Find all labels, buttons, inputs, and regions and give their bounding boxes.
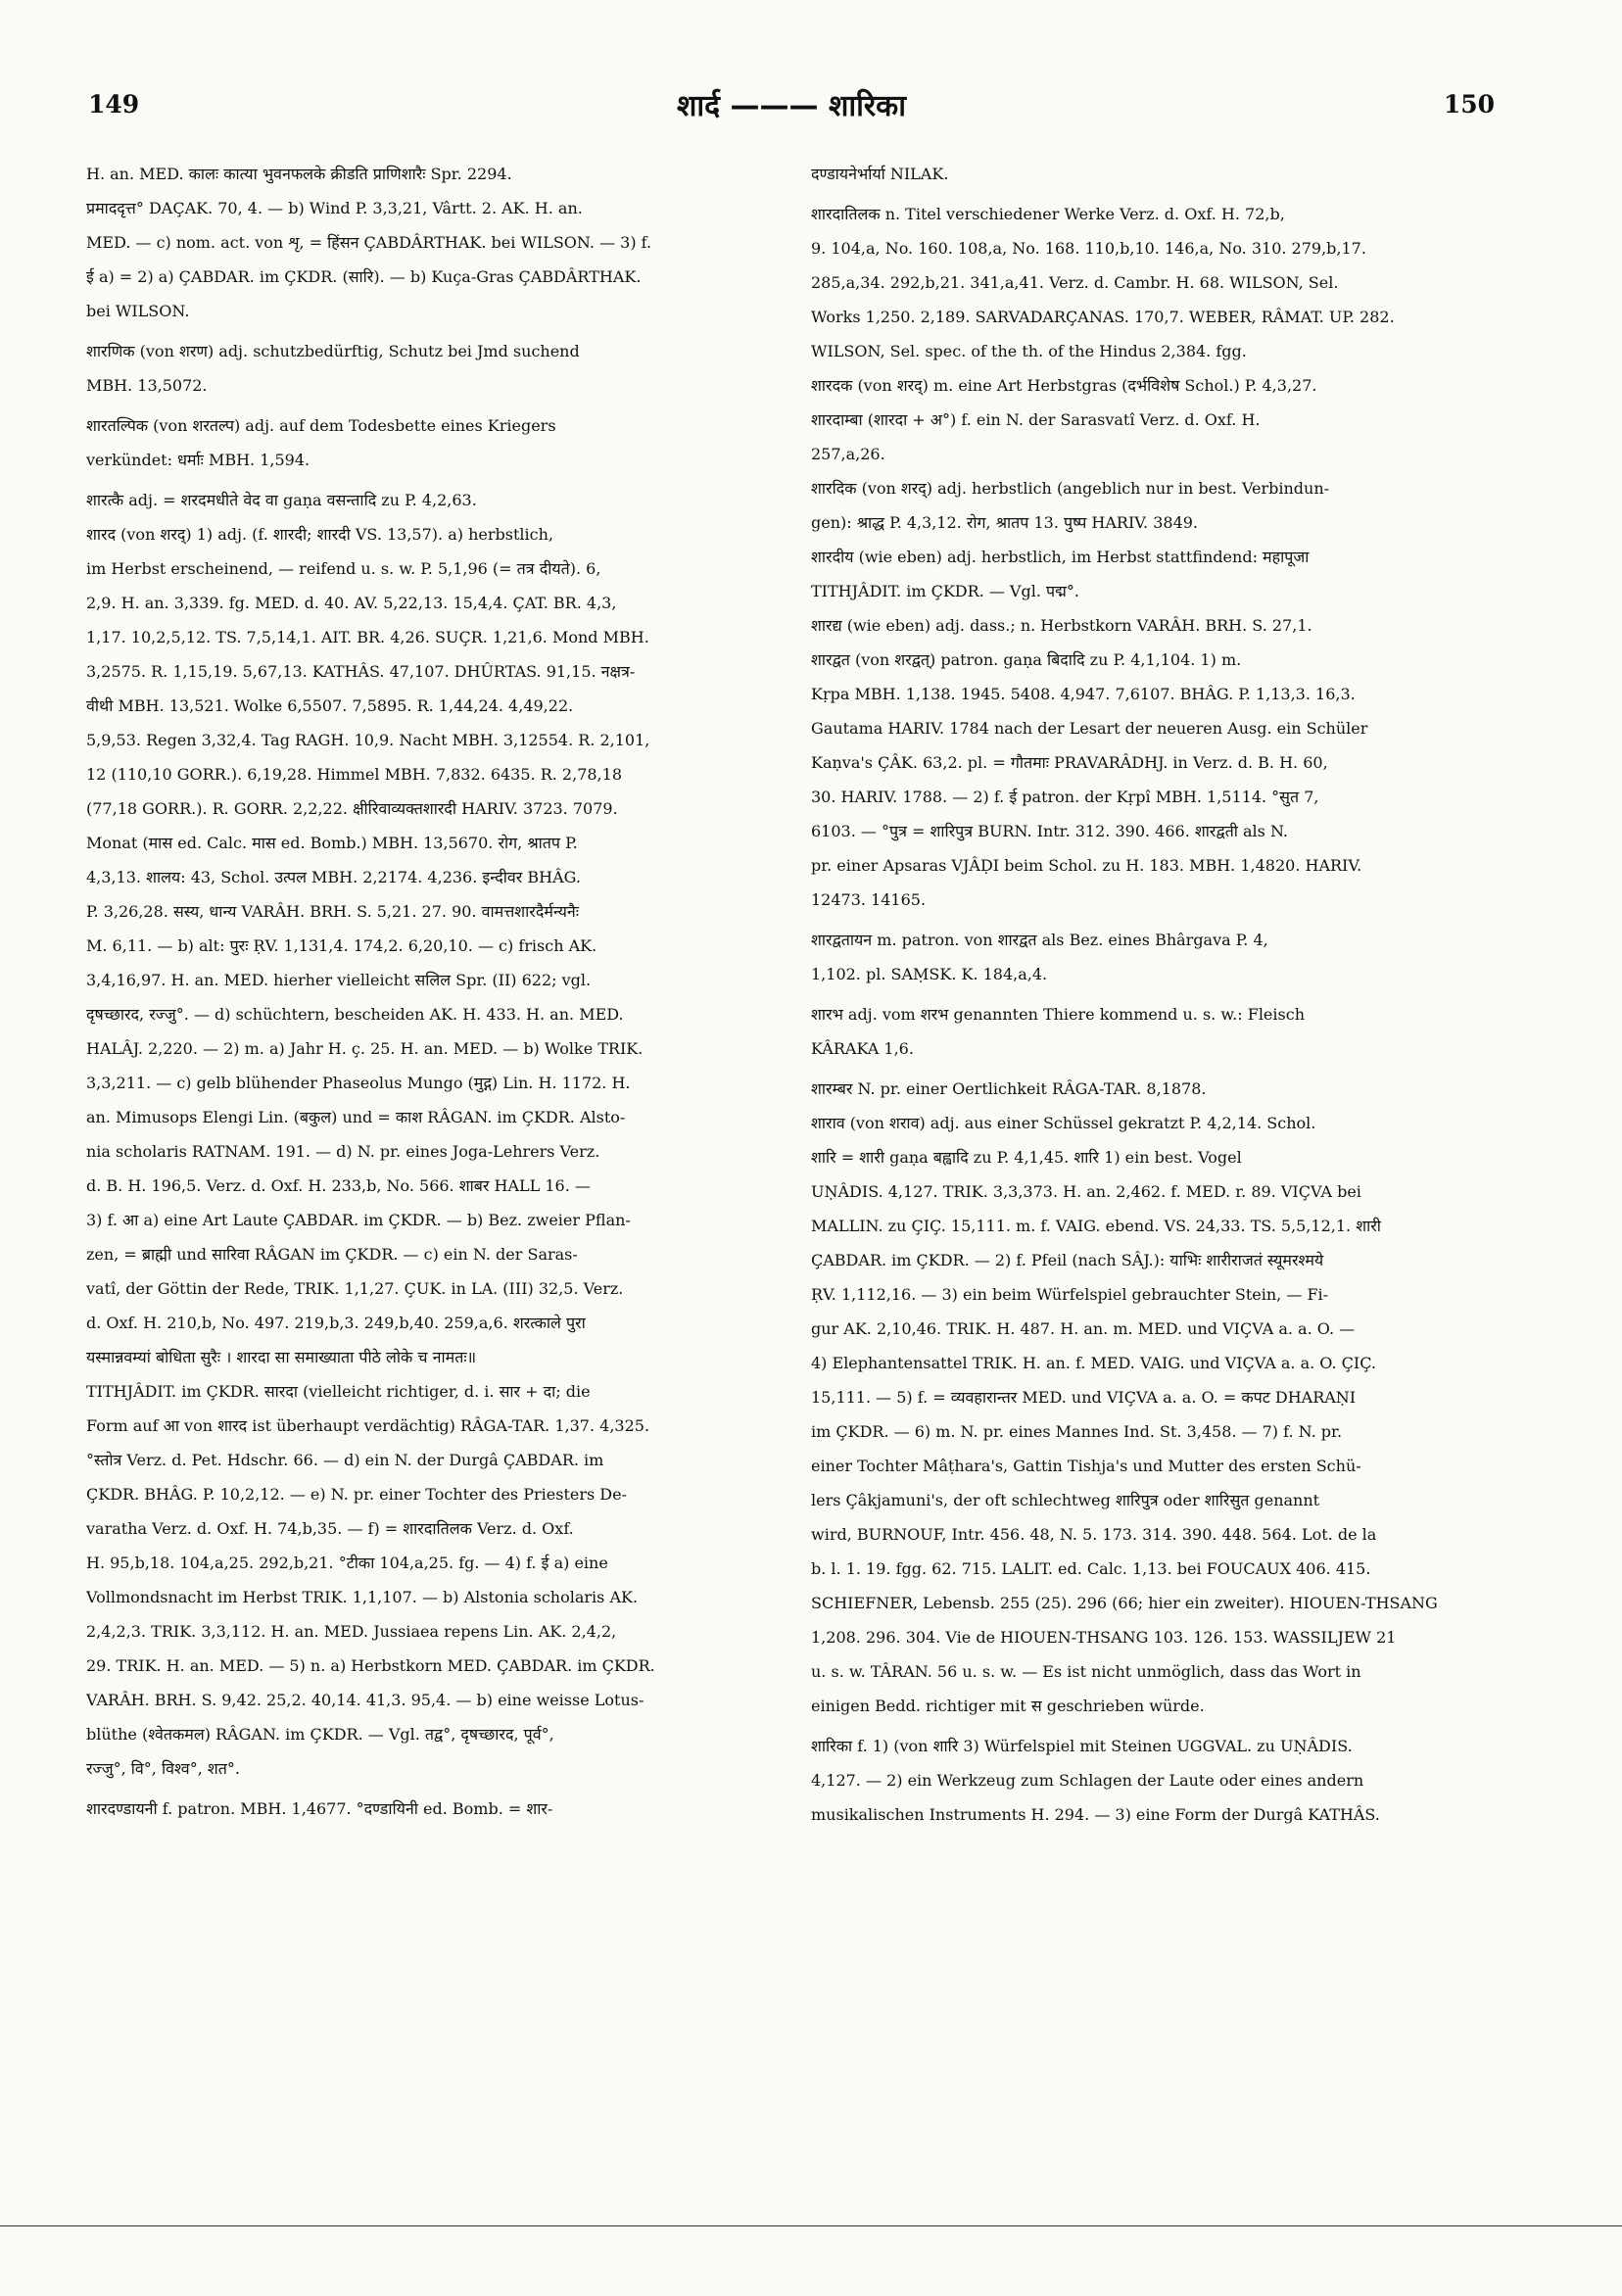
text-line: दृषच्छारद, रज्जु°. — d) schüchtern, bescheiden AK. H. 433. H. an. MED. bbox=[86, 1005, 624, 1024]
text-line: शारदीय (wie eben) adj. herbstlich, im Herbst stattfindend: महापूजा bbox=[811, 548, 1310, 566]
text-line: शारदातिलक n. Titel verschiedener Werke Verz. d. Oxf. H. 72,b, bbox=[811, 205, 1285, 223]
text-line: im Herbst erscheinend, — reifend u. s. w. P. 5,1,96 (= तत्र दीयते). 6, bbox=[86, 559, 601, 578]
text-line: Kṛpa MBH. 1,138. 1945. 5408. 4,947. 7,6107. BHÂG. P. 1,13,3. 16,3. bbox=[811, 685, 1356, 703]
text-line: शारदण्डायनी f. patron. MBH. 1,4677. °दण्डायिनी ed. Bomb. = शार- bbox=[86, 1799, 553, 1818]
text-line: musikalischen Instruments H. 294. — 3) eine Form der Durgâ KATHÂS. bbox=[811, 1805, 1380, 1824]
text-line: Works 1,250. 2,189. SARVADARÇANAS. 170,7. WEBER, RÂMAT. UP. 282. bbox=[811, 308, 1395, 326]
text-line: शाराव (von शराव) adj. aus einer Schüssel gekratzt P. 4,2,14. Schol. bbox=[811, 1114, 1316, 1132]
text-line: (77,18 GORR.). R. GORR. 2,2,22. क्षीरिवाव्यक्तशारदी HARIV. 3723. 7079. bbox=[86, 799, 618, 818]
text-line: u. s. w. TÂRAN. 56 u. s. w. — Es ist nicht unmöglich, dass das Wort in bbox=[811, 1662, 1361, 1681]
text-line: vatî, der Göttin der Rede, TRIK. 1,1,27. ÇUK. in LA. (III) 32,5. Verz. bbox=[86, 1279, 624, 1298]
text-line: ई a) = 2) a) ÇABDAR. im ÇKDR. (सारि). — b) Kuça-Gras ÇABDÂRTHAK. bbox=[86, 267, 642, 286]
text-line: दण्डायनेर्भार्या NILAK. bbox=[811, 165, 949, 183]
text-line: शारभ adj. vom शरभ genannten Thiere kommend u. s. w.: Fleisch bbox=[811, 1005, 1305, 1024]
text-line: Gautama HARIV. 1784 nach der Lesart der neueren Ausg. ein Schüler bbox=[811, 719, 1368, 738]
text-line: 285,a,34. 292,b,21. 341,a,41. Verz. d. Cambr. H. 68. WILSON, Sel. bbox=[811, 273, 1339, 292]
text-line: d. B. H. 196,5. Verz. d. Oxf. H. 233,b, No. 566. शाबर HALL 16. — bbox=[86, 1176, 591, 1195]
text-line: MED. — c) nom. act. von शृ, = हिंसन ÇABDÂRTHAK. bei WILSON. — 3) f. bbox=[86, 233, 652, 252]
text-line: शारदाम्बा (शारदा + अ°) f. ein N. der Sarasvatî Verz. d. Oxf. H. bbox=[811, 410, 1261, 429]
text-line: शारद्वतायन m. patron. von शारद्वत als Bez. eines Bhârgava P. 4, bbox=[811, 931, 1268, 949]
page-number-left: 149 bbox=[88, 90, 140, 119]
text-line: 6103. — °पुत्र = शारिपुत्र BURN. Intr. 312. 390. 466. शारद्वती als N. bbox=[811, 822, 1289, 840]
text-line: शारत्कै adj. = शरदमधीते वेद वा gaṇa वसन्तादि zu P. 4,2,63. bbox=[86, 491, 477, 509]
text-line: WILSON, Sel. spec. of the th. of the Hindus 2,384. fgg. bbox=[811, 342, 1247, 360]
text-line: शारतल्पिक (von शरतल्प) adj. auf dem Todesbette eines Kriegers bbox=[86, 416, 556, 435]
text-line: Vollmondsnacht im Herbst TRIK. 1,1,107. — b) Alstonia scholaris AK. bbox=[86, 1588, 639, 1606]
page-header bbox=[88, 90, 1495, 129]
text-line: 257,a,26. bbox=[811, 445, 885, 463]
footer-rule bbox=[0, 2225, 1622, 2226]
text-line: im ÇKDR. — 6) m. N. pr. eines Mannes Ind. St. 3,458. — 7) f. N. pr. bbox=[811, 1422, 1343, 1441]
text-line: lers Çâkjamuni's, der oft schlechtweg शारिपुत्र oder शारिसुत genannt bbox=[811, 1491, 1320, 1509]
text-line: MALLIN. zu ÇIÇ. 15,111. m. f. VAIG. ebend. VS. 24,33. TS. 5,5,12,1. शारी bbox=[811, 1217, 1381, 1235]
text-line: H. an. MED. कालः कात्या भुवनफलके क्रीडति प्राणिशारैः Spr. 2294. bbox=[86, 165, 512, 183]
text-line: P. 3,26,28. सस्य, धान्य VARÂH. BRH. S. 5,21. 27. 90. वामत्तशारदैर्मन्यनैः bbox=[86, 902, 580, 921]
running-title: शार्द ——— शारिका bbox=[676, 89, 906, 123]
text-line: Form auf आ von शारद ist überhaupt verdächtig) RÂGA-TAR. 1,37. 4,325. bbox=[86, 1416, 650, 1435]
text-line: 2,9. H. an. 3,339. fg. MED. d. 40. AV. 5,22,13. 15,4,4. ÇAT. BR. 4,3, bbox=[86, 594, 617, 612]
text-line: VARÂH. BRH. S. 9,42. 25,2. 40,14. 41,3. 95,4. — b) eine weisse Lotus- bbox=[86, 1691, 644, 1709]
text-line: einigen Bedd. richtiger mit स geschrieben würde. bbox=[811, 1697, 1205, 1715]
text-line: MBH. 13,5072. bbox=[86, 376, 208, 395]
text-line: 3,2575. R. 1,15,19. 5,67,13. KATHÂS. 47,107. DHÛRTAS. 91,15. नक्षत्र- bbox=[86, 662, 636, 681]
text-line: d. Oxf. H. 210,b, No. 497. 219,b,3. 249,b,40. 259,a,6. शरत्काले पुरा bbox=[86, 1314, 586, 1332]
text-line: 5,9,53. Regen 3,32,4. Tag RAGH. 10,9. Nacht MBH. 3,12554. R. 2,101, bbox=[86, 731, 650, 749]
text-line: प्रमाददृत्त° DAÇAK. 70, 4. — b) Wind P. 3,3,21, Vârtt. 2. AK. H. an. bbox=[86, 199, 583, 217]
text-line: bei WILSON. bbox=[86, 302, 190, 320]
text-line: 30. HARIV. 1788. — 2) f. ई patron. der Kṛpî MBH. 1,5114. °सुत 7, bbox=[811, 788, 1319, 806]
text-line: 29. TRIK. H. an. MED. — 5) n. a) Herbstkorn MED. ÇABDAR. im ÇKDR. bbox=[86, 1656, 655, 1675]
text-line: 4,3,13. शालय: 43, Schol. उत्पल MBH. 2,2174. 4,236. इन्दीवर BHÂG. bbox=[86, 868, 581, 886]
text-line: शारि = शारी gaṇa बह्वादि zu P. 4,1,45. शारि 1) ein best. Vogel bbox=[811, 1148, 1242, 1167]
text-line: varatha Verz. d. Oxf. H. 74,b,35. — f) = शारदातिलक Verz. d. Oxf. bbox=[86, 1519, 574, 1538]
text-line: 1,17. 10,2,5,12. TS. 7,5,14,1. AIT. BR. 4,26. SUÇR. 1,21,6. Mond MBH. bbox=[86, 628, 649, 646]
text-line: b. l. 1. 19. fgg. 62. 715. LALIT. ed. Calc. 1,13. bei FOUCAUX 406. 415. bbox=[811, 1559, 1371, 1578]
text-line: 4,127. — 2) ein Werkzeug zum Schlagen der Laute oder eines andern bbox=[811, 1771, 1364, 1790]
text-line: 4) Elephantensattel TRIK. H. an. f. MED. VAIG. und VIÇVA a. a. O. ÇIÇ. bbox=[811, 1354, 1376, 1372]
text-line: verkündet: धर्माः MBH. 1,594. bbox=[86, 451, 310, 469]
text-line: रज्जु°, वि°, विश्व°, शत°. bbox=[86, 1759, 240, 1778]
text-line: einer Tochter Mâṭhara's, Gattin Tishja's und Mutter des ersten Schü- bbox=[811, 1457, 1361, 1475]
text-line: UṆÂDIS. 4,127. TRIK. 3,3,373. H. an. 2,462. f. MED. r. 89. VIÇVA bei bbox=[811, 1182, 1361, 1201]
text-line: ṚV. 1,112,16. — 3) ein beim Würfelspiel gebrauchter Stein, — Fi- bbox=[811, 1285, 1329, 1304]
text-line: M. 6,11. — b) alt: पुरः ṚV. 1,131,4. 174,2. 6,20,10. — c) frisch AK. bbox=[86, 936, 597, 955]
text-line: 9. 104,a, No. 160. 108,a, No. 168. 110,b,10. 146,a, No. 310. 279,b,17. bbox=[811, 239, 1366, 258]
text-line: zen, = ब्राह्मी und सारिवा RÂGAN im ÇKDR. — c) ein N. der Saras- bbox=[86, 1245, 578, 1264]
text-line: pr. einer Apsaras VJÂḌI beim Schol. zu H. 183. MBH. 1,4820. HARIV. bbox=[811, 856, 1362, 875]
text-line: 12473. 14165. bbox=[811, 890, 927, 909]
text-line: KÂRAKA 1,6. bbox=[811, 1039, 914, 1058]
text-line: यस्मान्नवम्यां बोधिता सुरैः । शारदा सा समाख्याता पीठे लोके च नामतः॥ bbox=[86, 1348, 477, 1366]
text-line: 2,4,2,3. TRIK. 3,3,112. H. an. MED. Jussiaea repens Lin. AK. 2,4,2, bbox=[86, 1622, 617, 1641]
text-line: 3,3,211. — c) gelb blühender Phaseolus Mungo (मुद्ग) Lin. H. 1172. H. bbox=[86, 1074, 631, 1092]
text-line: 3,4,16,97. H. an. MED. hierher vielleicht सलिल Spr. (II) 622; vgl. bbox=[86, 971, 592, 989]
text-line: शारदक (von शरद्) m. eine Art Herbstgras (दर्भविशेष Schol.) P. 4,3,27. bbox=[811, 376, 1317, 395]
text-line: Kaṇva's ÇÂK. 63,2. pl. = गौतमाः PRAVARÂDHJ. in Verz. d. B. H. 60, bbox=[811, 753, 1328, 772]
text-line: ÇKDR. BHÂG. P. 10,2,12. — e) N. pr. einer Tochter des Priesters De- bbox=[86, 1485, 627, 1504]
page-number-right: 150 bbox=[1443, 90, 1495, 119]
text-line: Monat (मास ed. Calc. मास ed. Bomb.) MBH. 13,5670. रोग, श्रातप P. bbox=[86, 834, 578, 852]
text-line: SCHIEFNER, Lebensb. 255 (25). 296 (66; hier ein zweiter). HIOUEN-THSANG bbox=[811, 1594, 1438, 1612]
right-column bbox=[811, 157, 1516, 1832]
text-line: H. 95,b,18. 104,a,25. 292,b,21. °टीका 104,a,25. fg. — 4) f. ई a) eine bbox=[86, 1554, 608, 1572]
text-line: शारणिक (von शरण) adj. schutzbedürftig, Schutz bei Jmd suchend bbox=[86, 342, 580, 360]
text-line: शारदिक (von शरद्) adj. herbstlich (angeblich nur in best. Verbindun- bbox=[811, 479, 1330, 498]
text-line: शारम्बर N. pr. einer Oertlichkeit RÂGA-TAR. 8,1878. bbox=[811, 1079, 1207, 1098]
text-line: शारद्य (wie eben) adj. dass.; n. Herbstkorn VARÂH. BRH. S. 27,1. bbox=[811, 616, 1312, 635]
text-line: gur AK. 2,10,46. TRIK. H. 487. H. an. m. MED. und VIÇVA a. a. O. — bbox=[811, 1319, 1356, 1338]
text-line: an. Mimusops Elengi Lin. (बकुल) und = काश RÂGAN. im ÇKDR. Alsto- bbox=[86, 1108, 626, 1126]
text-line: nia scholaris RATNAM. 191. — d) N. pr. eines Joga-Lehrers Verz. bbox=[86, 1142, 600, 1161]
text-line: 12 (110,10 GORR.). 6,19,28. Himmel MBH. 7,832. 6435. R. 2,78,18 bbox=[86, 765, 622, 784]
text-line: °स्तोत्र Verz. d. Pet. Hdschr. 66. — d) ein N. der Durgâ ÇABDAR. im bbox=[86, 1451, 604, 1469]
text-line: HALÂJ. 2,220. — 2) m. a) Jahr H. ç. 25. H. an. MED. — b) Wolke TRIK. bbox=[86, 1039, 644, 1058]
text-line: ÇABDAR. im ÇKDR. — 2) f. Pfeil (nach SÂJ.): याभिः शारीराजतं स्यूमरश्मये bbox=[811, 1251, 1324, 1269]
text-line: wird, BURNOUF, Intr. 456. 48, N. 5. 173. 314. 390. 448. 564. Lot. de la bbox=[811, 1525, 1377, 1544]
text-line: gen): श्राद्ध P. 4,3,12. रोग, श्रातप 13. पुष्प HARIV. 3849. bbox=[811, 513, 1199, 532]
text-line: 1,102. pl. SAṂSK. K. 184,a,4. bbox=[811, 965, 1048, 983]
text-line: TITHJÂDIT. im ÇKDR. सारदा (vielleicht richtiger, d. i. सार + दा; die bbox=[86, 1382, 591, 1401]
text-line: 15,111. — 5) f. = व्यवहारान्तर MED. und VIÇVA a. a. O. = कपट DHARAṆI bbox=[811, 1388, 1357, 1407]
left-column bbox=[86, 157, 791, 1826]
text-line: शारिका f. 1) (von शारि 3) Würfelspiel mit Steinen UGGVAL. zu UṆÂDIS. bbox=[811, 1737, 1353, 1755]
text-line: 1,208. 296. 304. Vie de HIOUEN-THSANG 103. 126. 153. WASSILJEW 21 bbox=[811, 1628, 1397, 1647]
text-line: शारद्वत (von शरद्वत्) patron. gaṇa बिदादि zu P. 4,1,104. 1) m. bbox=[811, 650, 1242, 669]
text-line: 3) f. आ a) eine Art Laute ÇABDAR. im ÇKDR. — b) Bez. zweier Pflan- bbox=[86, 1211, 631, 1229]
text-line: blüthe (श्वेतकमल) RÂGAN. im ÇKDR. — Vgl. तद्व°, दृषच्छारद, पूर्व°, bbox=[86, 1725, 554, 1744]
text-line: वीथी MBH. 13,521. Wolke 6,5507. 7,5895. R. 1,44,24. 4,49,22. bbox=[86, 696, 574, 715]
text-line: TITHJÂDIT. im ÇKDR. — Vgl. पद्म°. bbox=[811, 582, 1079, 600]
text-line: शारद (von शरद्) 1) adj. (f. शारदी; शारदी VS. 13,57). a) herbstlich, bbox=[86, 525, 553, 544]
